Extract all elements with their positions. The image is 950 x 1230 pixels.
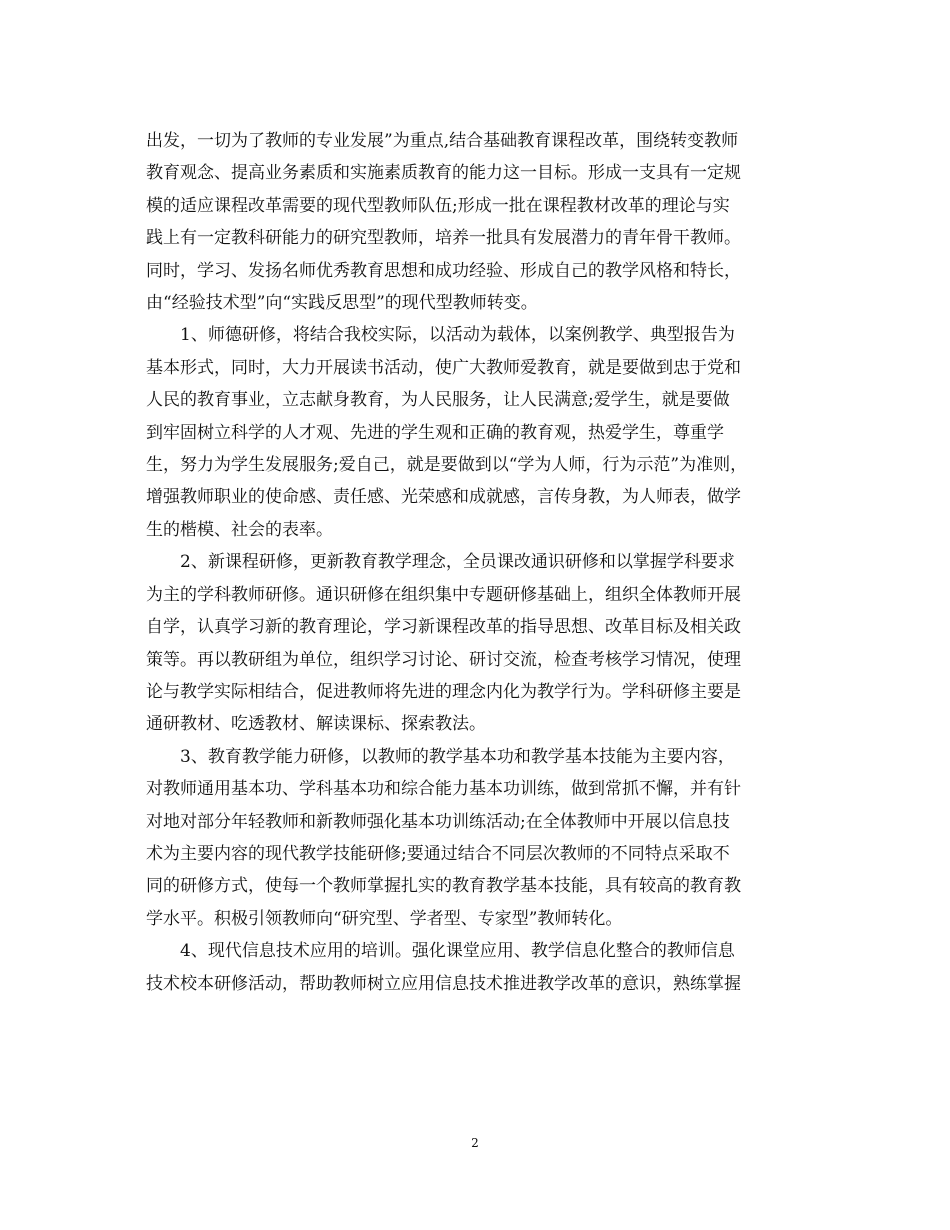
paragraph [146,125,802,319]
text-line: 1、师德研修，将结合我校实际，以活动为载体，以案例教学、典型报告为 [180,325,735,346]
text-line: 由“经验技术型”向“实践反思型”的现代型教师转变。 [146,293,538,314]
text-line: 到牢固树立科学的人才观、先进的学生观和正确的教育观，热爱学生，尊重学 [146,422,724,443]
text-line: 增强教师职业的使命感、责任感、光荣感和成就感，言传身教，为人师表，做学 [146,487,741,508]
text-line: 对教师通用基本功、学科基本功和综合能力基本功训练，做到常抓不懈，并有针 [146,779,741,800]
text-line: 模的适应课程改革需要的现代型教师队伍;形成一批在课程教材改革的理论与实 [146,195,730,216]
text-line: 术为主要内容的现代教学技能研修;要通过结合不同层次教师的不同特点采取不 [146,843,730,864]
text-line: 人民的教育事业，立志献身教育，为人民服务，让人民满意;爱学生，就是要做 [146,390,730,411]
text-line: 2、新课程研修，更新教育教学理念，全员课改通识研修和以掌握学科要求 [180,552,735,573]
paragraph [146,935,802,1000]
text-line: 践上有一定教科研能力的研究型教师，培养一批具有发展潜力的青年骨干教师。 [146,228,741,249]
text-line: 出发，一切为了教师的专业发展”为重点,结合基础教育课程改革，围绕转变教师 [146,131,739,151]
text-line: 教育观念、提高业务素质和实施素质教育的能力这一目标。形成一支具有一定规 [146,163,741,184]
text-line: 论与教学实际相结合，促进教师将先进的理念内化为教学行为。学科研修主要是 [146,681,741,702]
text-line: 技术校本研修活动，帮助教师树立应用信息技术推进教学改革的意识，熟练掌握 [146,973,741,994]
text-line: 为主的学科教师研修。通识研修在组织集中专题研修基础上，组织全体教师开展 [146,584,741,605]
text-line: 对地对部分年轻教师和新教师强化基本功训练活动;在全体教师中开展以信息技 [146,811,730,832]
page-number: 2 [471,1136,479,1150]
text-line: 生的楷模、社会的表率。 [146,519,333,540]
text-line: 自学，认真学习新的教育理论，学习新课程改革的指导思想、改革目标及相关政 [146,617,741,638]
text-line: 同时，学习、发扬名师优秀教育思想和成功经验、形成自己的教学风格和特长， [146,260,741,281]
text-line: 通研教材、吃透教材、解读课标、探索教法。 [146,714,486,735]
body-text [146,125,802,1000]
text-line: 同的研修方式，使每一个教师掌握扎实的教育教学基本技能，具有较高的教育教 [146,876,741,897]
paragraph [146,546,802,740]
paragraph [146,319,802,546]
paragraph [146,741,802,935]
text-line: 3、教育教学能力研修，以教师的教学基本功和教学基本技能为主要内容， [180,746,735,767]
text-line: 4、现代信息技术应用的培训。强化课堂应用、教学信息化整合的教师信息 [180,941,735,962]
text-line: 策等。再以教研组为单位，组织学习讨论、研讨交流，检查考核学习情况，使理 [146,649,741,670]
text-line: 学水平。积极引领教师向“研究型、学者型、专家型”教师转化。 [146,908,623,929]
text-line: 生，努力为学生发展服务;爱自己，就是要做到以“学为人师，行为示范”为准则， [146,455,748,476]
text-line: 基本形式，同时，大力开展读书活动，使广大教师爱教育，就是要做到忠于党和 [146,357,741,378]
